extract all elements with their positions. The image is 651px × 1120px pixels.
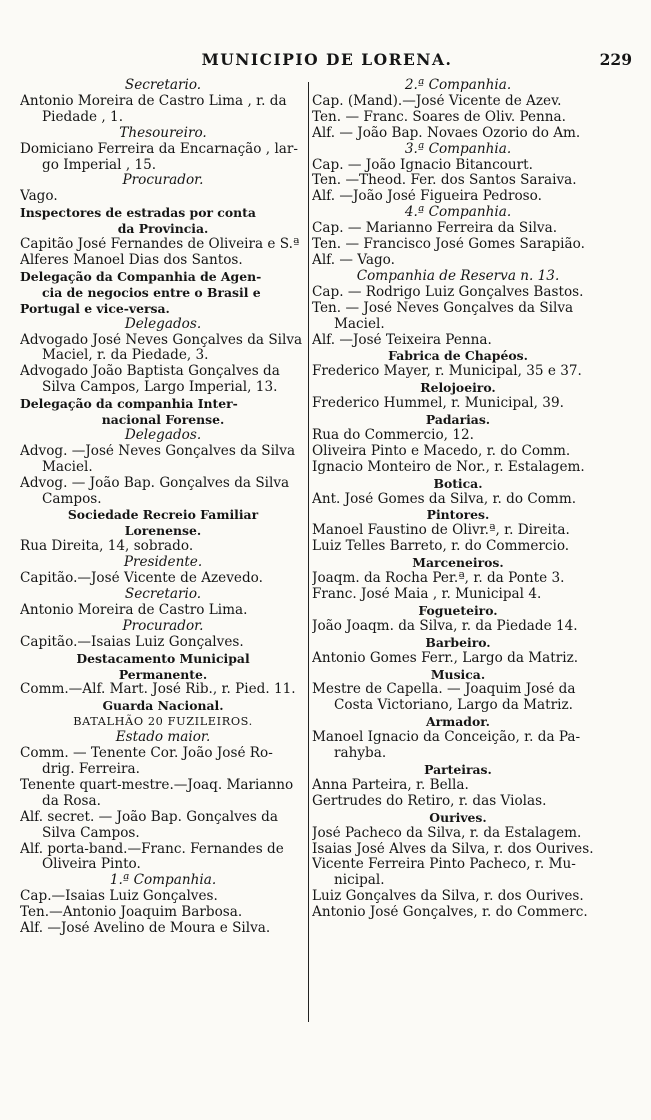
entry-line: Maciel. — [334, 316, 385, 332]
entry-line: Alferes Manoel Dias dos Santos. — [20, 252, 243, 268]
section-heading: 3.ª Companhia. — [404, 141, 512, 157]
entry-line: Frederico Mayer, r. Municipal, 35 e 37. — [312, 364, 582, 380]
entry-line: Cap.—Isaias Luiz Gonçalves. — [20, 889, 218, 905]
small-caps-heading: BATALHÃO 20 FUZILEIROS. — [73, 715, 253, 729]
entry-line: Alf. —José Avelino de Moura e Silva. — [20, 921, 271, 937]
entry-line: Alf. — Vago. — [312, 252, 395, 268]
entry-line: José Pacheco da Silva, r. da Estalagem. — [312, 825, 582, 841]
entry-line: Ignacio Monteiro de Nor., r. Estalagem. — [312, 459, 585, 475]
bold-heading: Ourives. — [429, 809, 487, 825]
entry-line: da Rosa. — [42, 793, 101, 809]
bold-heading: Armador. — [426, 714, 490, 730]
bold-heading: Padarias. — [425, 412, 491, 428]
bold-heading: Destacamento Municipal — [76, 650, 250, 666]
entry-line: Comm.—Alf. Mart. José Rib., r. Pied. 11. — [20, 682, 296, 698]
entry-line: Luiz Gonçalves da Silva, r. dos Ourives. — [312, 889, 584, 905]
bold-heading: cia de negocios entre o Brasil e — [42, 284, 261, 300]
bold-heading: Relojoeiro. — [420, 380, 496, 396]
entry-line: Oliveira Pinto e Macedo, r. do Comm. — [312, 443, 571, 459]
entry-line: Advog. —José Neves Gonçalves da Silva — [20, 443, 296, 459]
entry-line: Alf. —José Teixeira Penna. — [312, 332, 492, 348]
bold-heading: da Provincia. — [117, 221, 209, 237]
entry-line: Manoel Faustino de Olivr.ª, r. Direita. — [312, 523, 570, 539]
entry-line: Rua Direita, 14, sobrado. — [20, 539, 194, 555]
bold-heading: Parteiras. — [424, 761, 492, 777]
bold-heading: Barbeiro. — [425, 634, 491, 650]
page-number: 229 — [599, 50, 632, 69]
entry-line: Ten.—Antonio Joaquim Barbosa. — [20, 905, 243, 921]
section-heading: Thesoureiro. — [119, 125, 207, 141]
right-column — [312, 78, 604, 1060]
bold-heading: Guarda Nacional. — [102, 698, 224, 714]
entry-line: Alf. porta-band.—Franc. Fernandes de — [20, 841, 284, 857]
column-divider — [308, 82, 309, 1022]
entry-line: Vago. — [20, 189, 58, 205]
section-heading: Secretario. — [124, 587, 202, 602]
entry-line: Luiz Telles Barreto, r. do Commercio. — [312, 539, 570, 555]
entry-line: Mestre de Capella. — Joaquim José da — [312, 682, 576, 698]
section-heading: Delegados. — [124, 427, 202, 443]
entry-line: Ten. — José Neves Gonçalves da Silva — [312, 300, 574, 316]
entry-line: Ten. — Franc. Soares de Oliv. Penna. — [312, 109, 566, 125]
entry-line: nicipal. — [334, 873, 385, 889]
entry-line: Rua do Commercio, 12. — [312, 427, 474, 443]
section-heading: Companhia de Reserva n. 13. — [356, 268, 560, 284]
entry-line: Silva Campos, Largo Imperial, 13. — [42, 380, 278, 396]
running-head — [22, 50, 632, 72]
bold-heading: Permanente. — [118, 666, 208, 682]
entry-line: Franc. José Maia , r. Municipal 4. — [312, 587, 542, 602]
entry-line: Domiciano Ferreira da Encarnação , lar- — [20, 141, 298, 157]
entry-line: Comm. — Tenente Cor. João José Ro- — [20, 746, 273, 762]
entry-line: João Joaqm. da Silva, r. da Piedade 14. — [312, 618, 578, 634]
entry-line: Oliveira Pinto. — [42, 857, 141, 873]
entry-line: Cap. (Mand).—José Vicente de Azev. — [312, 93, 562, 109]
entry-line: Cap. — Rodrigo Luiz Gonçalves Bastos. — [312, 284, 584, 300]
entry-line: Costa Victoriano, Largo da Matriz. — [334, 698, 573, 714]
entry-line: Advog. — João Bap. Gonçalves da Silva — [20, 475, 290, 491]
bold-heading: Musica. — [430, 666, 486, 682]
entry-line: Antonio Gomes Ferr., Largo da Matriz. — [312, 650, 579, 666]
bold-heading: Delegação da Companhia de Agen- — [20, 268, 262, 284]
entry-line: Gertrudes do Retiro, r. das Violas. — [312, 793, 547, 809]
entry-line: Piedade , 1. — [42, 109, 124, 125]
entry-line: Advogado João Baptista Gonçalves da — [20, 364, 280, 380]
bold-heading: Fabrica de Chapéos. — [388, 348, 528, 364]
entry-line: Joaqm. da Rocha Per.ª, r. da Ponte 3. — [312, 571, 565, 587]
left-column — [20, 78, 306, 1060]
entry-line: Capitão.—Isaias Luiz Gonçalves. — [20, 634, 244, 650]
section-heading: Presidente. — [123, 555, 203, 571]
entry-line: Alf. — João Bap. Novaes Ozorio do Am. — [312, 125, 581, 141]
entry-line: Isaias José Alves da Silva, r. dos Ourives. — [312, 841, 594, 857]
entry-line: Capitão.—José Vicente de Azevedo. — [20, 571, 263, 587]
section-heading: Procurador. — [122, 618, 204, 634]
entry-line: rahyba. — [334, 746, 387, 762]
entry-line: go Imperial , 15. — [42, 157, 157, 173]
page-title: MUNICIPIO DE LORENA. — [201, 50, 453, 69]
entry-line: Campos. — [42, 491, 102, 507]
bold-heading: Sociedade Recreio Familiar — [67, 507, 259, 523]
bold-heading: Lorenense. — [124, 523, 202, 539]
entry-line: Capitão José Fernandes de Oliveira e S.ª — [20, 237, 300, 253]
section-heading: 2.ª Companhia. — [404, 78, 512, 93]
bold-heading: nacional Forense. — [101, 412, 225, 428]
section-heading: 4.ª Companhia. — [404, 205, 512, 221]
entry-line: Antonio José Gonçalves, r. do Commerc. — [312, 905, 588, 921]
bold-heading: Botica. — [433, 475, 483, 491]
entry-line: Maciel. — [42, 459, 93, 475]
entry-line: Alf. secret. — João Bap. Gonçalves da — [20, 809, 278, 825]
entry-line: Antonio Moreira de Castro Lima. — [20, 602, 248, 618]
entry-line: Vicente Ferreira Pinto Pacheco, r. Mu- — [312, 857, 576, 873]
bold-heading: Delegação da companhia Inter- — [20, 396, 238, 412]
entry-line: drig. Ferreira. — [42, 761, 140, 777]
bold-heading: Fogueteiro. — [418, 602, 498, 618]
bold-heading: Pintores. — [426, 507, 490, 523]
entry-line: Advogado José Neves Gonçalves da Silva — [20, 332, 303, 348]
entry-line: Anna Parteira, r. Bella. — [312, 777, 469, 793]
section-heading: 1.ª Companhia. — [109, 873, 217, 889]
section-heading: Secretario. — [124, 78, 202, 93]
entry-line: Frederico Hummel, r. Municipal, 39. — [312, 396, 564, 412]
entry-line: Ant. José Gomes da Silva, r. do Comm. — [312, 491, 577, 507]
entry-line: Silva Campos. — [42, 825, 140, 841]
entry-line: Tenente quart-mestre.—Joaq. Marianno — [20, 777, 294, 793]
entry-line: Manoel Ignacio da Conceição, r. da Pa- — [312, 730, 581, 746]
entry-line: Cap. — João Ignacio Bitancourt. — [312, 157, 533, 173]
entry-line: Cap. — Marianno Ferreira da Silva. — [312, 221, 558, 237]
section-heading: Delegados. — [124, 316, 202, 332]
entry-line: Ten. — Francisco José Gomes Sarapião. — [312, 237, 585, 253]
entry-line: Maciel, r. da Piedade, 3. — [42, 348, 209, 364]
bold-heading: Portugal e vice-versa. — [20, 300, 170, 316]
entry-line: Ten. —Theod. Fer. dos Santos Saraiva. — [312, 173, 577, 189]
section-heading: Procurador. — [122, 173, 204, 189]
section-heading: Estado maior. — [115, 730, 211, 746]
entry-line: Alf. —João José Figueira Pedroso. — [312, 189, 542, 205]
bold-heading: Marceneiros. — [412, 555, 504, 571]
entry-line: Antonio Moreira de Castro Lima , r. da — [20, 93, 287, 109]
bold-heading: Inspectores de estradas por conta — [20, 205, 256, 221]
